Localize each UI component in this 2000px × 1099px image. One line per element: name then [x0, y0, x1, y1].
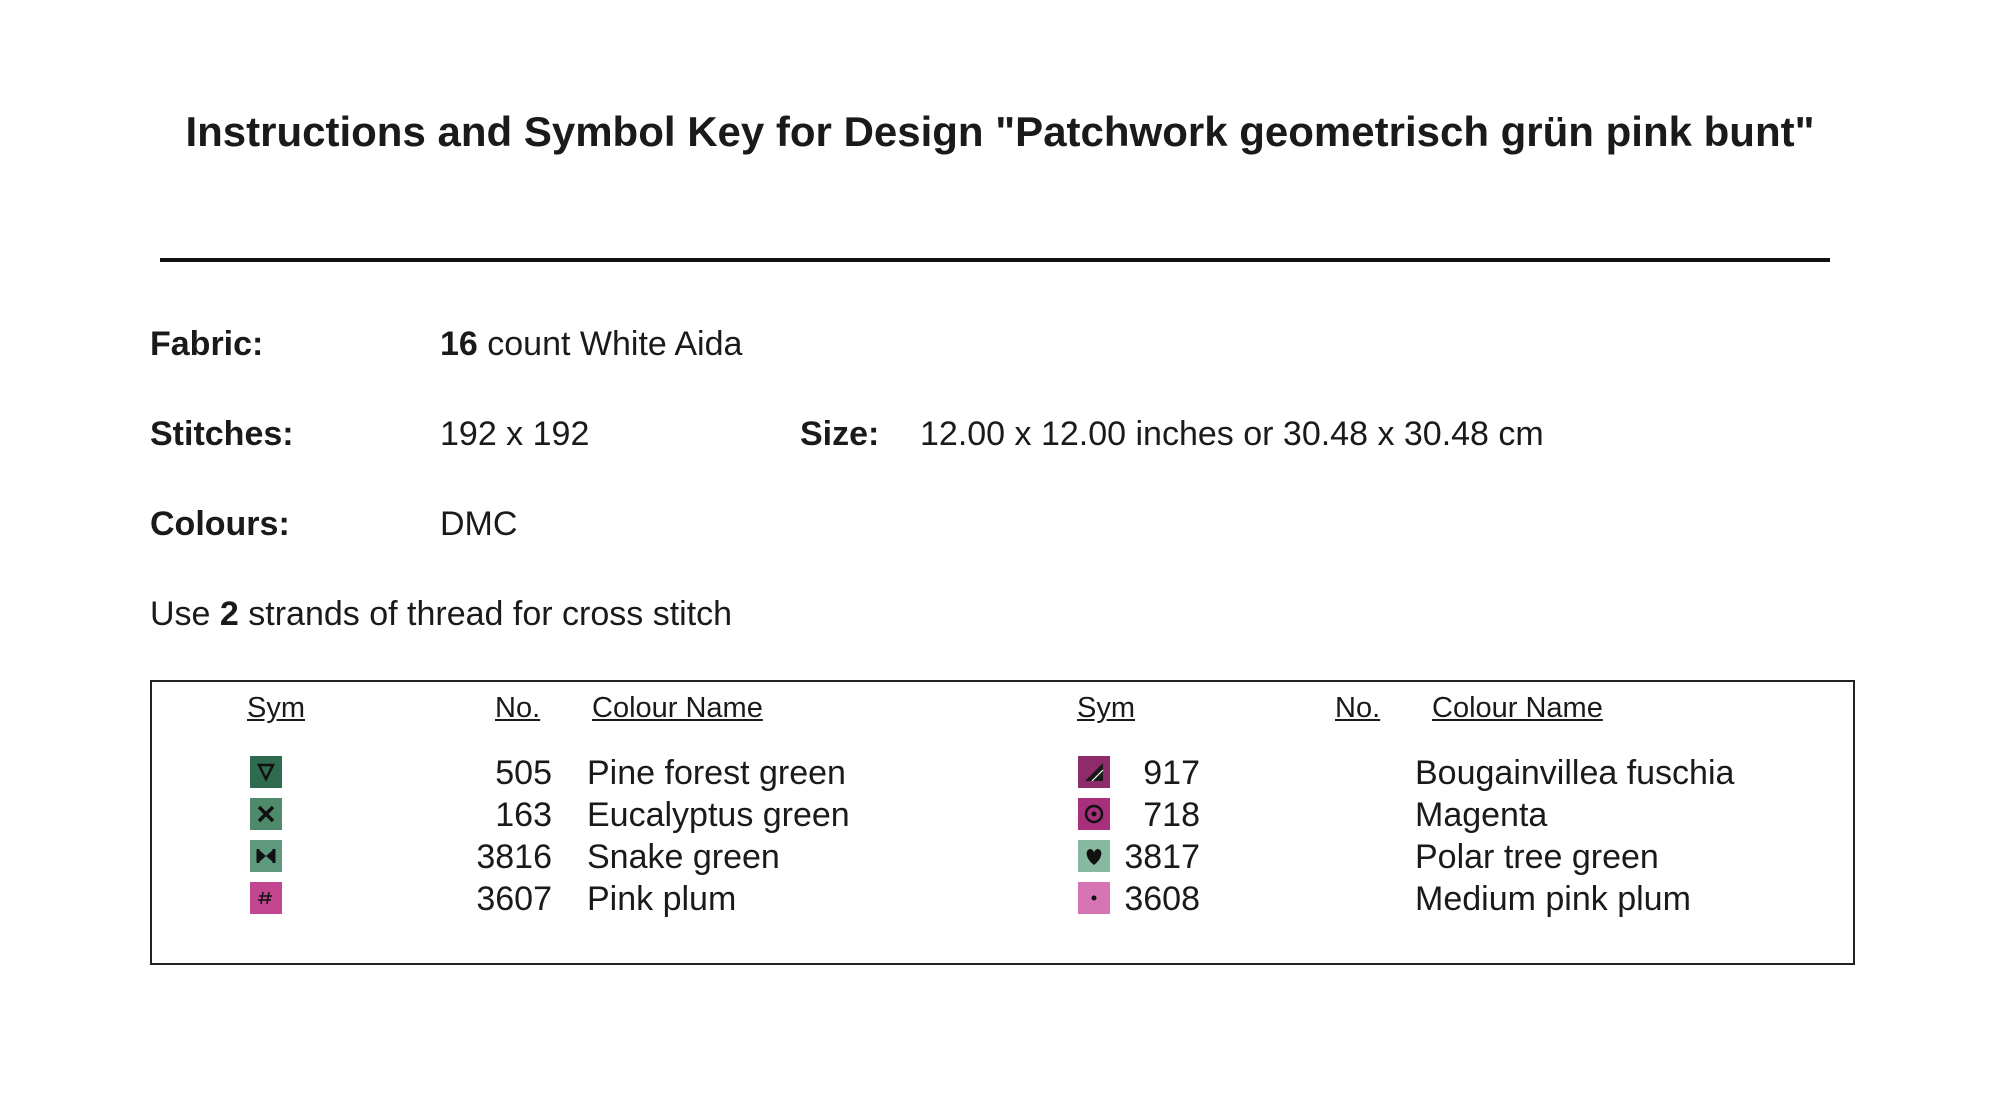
header-name-right: Colour Name [1432, 692, 1603, 724]
fabric-label: Fabric: [150, 325, 264, 363]
strands-prefix: Use [150, 595, 220, 633]
colour-name: Snake green [587, 838, 780, 876]
colour-number: 3607 [476, 880, 552, 918]
key-row-right [152, 794, 1853, 836]
colour-number: 3816 [476, 838, 552, 876]
strands-instruction [150, 595, 732, 634]
colour-name: Magenta [1415, 796, 1548, 834]
fabric-value [440, 325, 742, 364]
colours-label: Colours: [150, 505, 290, 543]
header-name-left: Colour Name [592, 692, 763, 724]
key-row-right [152, 752, 1853, 794]
fabric-count: 16 [440, 325, 478, 363]
colour-name: Eucalyptus green [587, 796, 850, 834]
size-value: 12.00 x 12.00 inches or 30.48 x 30.48 cm [920, 415, 1544, 453]
colour-number: 3817 [1124, 838, 1200, 876]
colour-number: 163 [495, 796, 552, 834]
page-title: Instructions and Symbol Key for Design "Patchwork geometrisch grün pink bunt" [185, 108, 1815, 155]
header-sym-left: Sym [247, 692, 305, 724]
symbol-key-table [150, 680, 1855, 965]
header-no-left: No. [495, 692, 541, 724]
header-sym-right: Sym [1077, 692, 1135, 724]
title-divider [160, 258, 1830, 262]
key-row-right [152, 878, 1853, 920]
colour-name: Bougainvillea fuschia [1415, 754, 1735, 792]
header-no-right: No. [1335, 692, 1381, 724]
strands-count: 2 [219, 595, 239, 633]
colour-name: Polar tree green [1415, 838, 1659, 876]
fabric-description: count White Aida [477, 325, 743, 363]
colour-number: 718 [1143, 796, 1200, 834]
stitches-value: 192 x 192 [440, 415, 590, 453]
stitches-label: Stitches: [150, 415, 294, 453]
colour-number: 505 [495, 754, 552, 792]
colours-value: DMC [440, 505, 518, 543]
colour-name: Pine forest green [587, 754, 846, 792]
colour-number: 3608 [1124, 880, 1200, 918]
colour-name: Pink plum [587, 880, 737, 918]
colour-number: 917 [1143, 754, 1200, 792]
strands-suffix: strands of thread for cross stitch [238, 595, 733, 633]
key-row-right [152, 836, 1853, 878]
size-label: Size: [800, 415, 880, 453]
colour-name: Medium pink plum [1415, 880, 1691, 918]
